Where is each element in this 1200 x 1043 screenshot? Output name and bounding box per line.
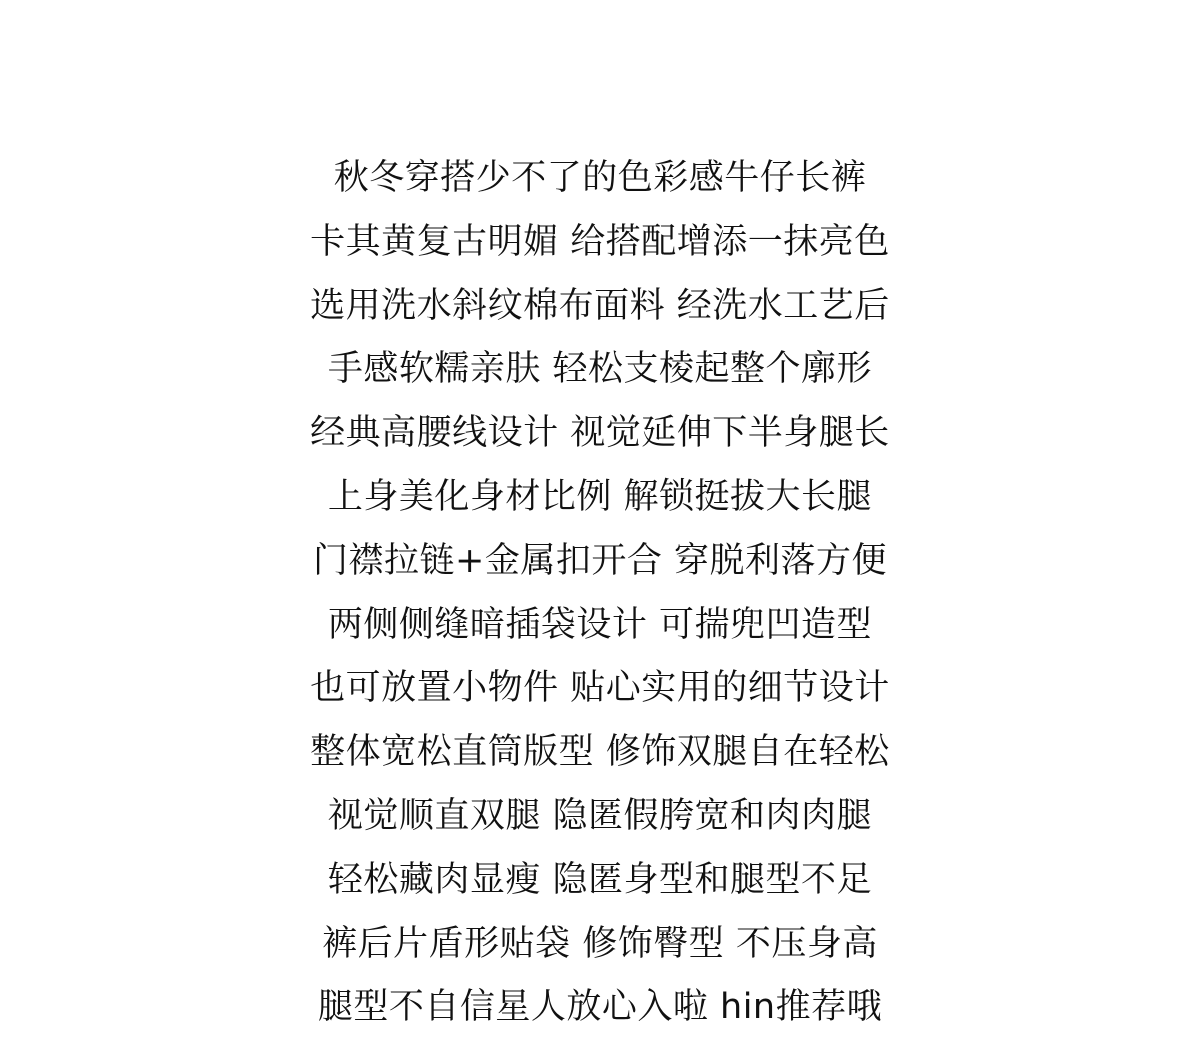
description-line: 视觉顺直双腿 隐匿假胯宽和肉肉腿 xyxy=(327,795,873,836)
description-line: 腿型不自信星人放心入啦 hin推荐哦 xyxy=(317,987,883,1028)
description-line: 轻松藏肉显瘦 隐匿身型和腿型不足 xyxy=(327,859,873,900)
description-line: 经典高腰线设计 视觉延伸下半身腿长 xyxy=(310,413,890,454)
description-line: 秋冬穿搭少不了的色彩感牛仔长裤 xyxy=(333,158,867,198)
description-line: 手感软糯亲肤 轻松支棱起整个廓形 xyxy=(327,349,873,390)
description-line: 卡其黄复古明媚 给搭配增添一抹亮色 xyxy=(310,221,890,262)
description-line: 上身美化身材比例 解锁挺拔大长腿 xyxy=(327,476,873,517)
description-line: 门襟拉链+金属扣开合 穿脱利落方便 xyxy=(313,540,887,581)
description-line: 两侧侧缝暗插袋设计 可揣兜凹造型 xyxy=(327,604,873,645)
product-description xyxy=(0,147,1200,1040)
description-line: 裤后片盾形贴袋 修饰臀型 不压身高 xyxy=(322,923,878,964)
description-line: 整体宽松直筒版型 修饰双腿自在轻松 xyxy=(310,732,890,773)
description-line: 也可放置小物件 贴心实用的细节设计 xyxy=(310,668,890,709)
description-line: 选用洗水斜纹棉布面料 经洗水工艺后 xyxy=(310,285,890,326)
